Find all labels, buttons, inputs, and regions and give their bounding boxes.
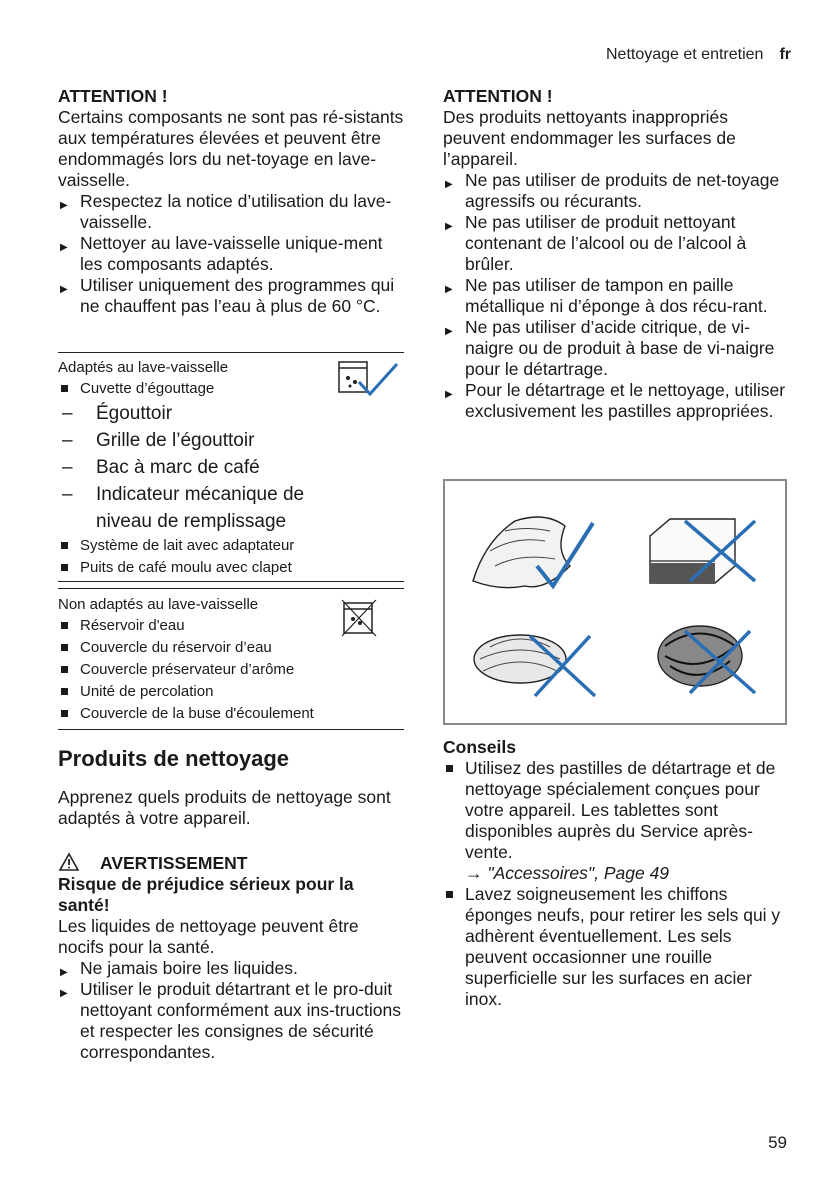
list-item: ▶ Respectez la notice d’utilisation du lave-vaisselle. <box>58 191 406 233</box>
tips-title: Conseils <box>443 737 516 757</box>
list-item: Puits de café moulu avec clapet <box>58 557 404 579</box>
list-item: ▶ Ne jamais boire les liquides. <box>58 958 408 979</box>
warning-list <box>58 958 408 1063</box>
safe-sublist <box>58 400 404 535</box>
cleaning-tools-svg <box>445 481 785 723</box>
not-dishwasher-safe-icon <box>340 598 378 638</box>
list-item: ▶ Pour le détartrage et le nettoyage, utiliser exclusivement les pastilles appropriées. <box>443 380 791 422</box>
warning-block <box>58 852 408 1063</box>
page-header <box>606 46 791 64</box>
safe-list-2 <box>58 535 404 579</box>
divider <box>58 588 404 589</box>
list-item: ▶ Ne pas utiliser de produits de net-toyage agressifs ou récurants. <box>443 170 791 212</box>
divider <box>58 729 404 730</box>
list-item: Couvercle préservateur d’arôme <box>58 659 404 681</box>
list-item: – Grille de l’égouttoir <box>58 427 404 454</box>
language-code: fr <box>779 46 791 63</box>
section-heading: Produits de nettoyage <box>58 746 290 771</box>
list-item: Réservoir d'eau <box>58 615 404 637</box>
left-attention <box>58 86 406 317</box>
warning-label: AVERTISSEMENT <box>100 853 248 873</box>
warning-text: Les liquides de nettoyage peuvent être nocifs pour la santé. <box>58 916 359 957</box>
divider <box>58 581 404 582</box>
list-item: Couvercle du réservoir d’eau <box>58 637 404 659</box>
dishwasher-safe-icon <box>337 358 401 398</box>
table-title: Adaptés au lave-vaisselle <box>58 359 229 376</box>
list-item: Système de lait avec adaptateur <box>58 535 404 557</box>
list-item: – Indicateur mécanique de niveau de remplissage <box>58 481 404 535</box>
list-item: ▶ Nettoyer au lave-vaisselle unique-ment les composants adaptés. <box>58 233 406 275</box>
list-item: ▶ Utiliser le produit détartrant et le pro-duit nettoyant conformément aux ins-tructions et respecter les consignes de sécurité correspondantes. <box>58 979 408 1063</box>
list-item: Cuvette d’égouttage <box>58 378 404 400</box>
scouring-pad-icon <box>474 635 595 696</box>
scrub-sponge-icon <box>650 519 755 583</box>
list-item: Unité de percolation <box>58 681 404 703</box>
right-attention <box>443 86 791 422</box>
divider <box>58 352 404 353</box>
table-title: Non adaptés au lave-vaisselle <box>58 596 259 613</box>
attention-title: ATTENTION ! <box>58 86 168 106</box>
list-item: Couvercle de la buse d'écoulement <box>58 703 404 725</box>
attention-list <box>58 191 406 317</box>
list-item: ▶ Ne pas utiliser de produit nettoyant contenant de l’alcool ou de l’alcool à brûler. <box>443 212 791 275</box>
cleaning-tools-illustration <box>443 479 787 725</box>
tips-list <box>443 758 791 1010</box>
attention-text: Des produits nettoyants inappropriés peuvent endommager les surfaces de l’appareil. <box>443 107 736 169</box>
list-item <box>443 758 791 884</box>
page-number: 59 <box>768 1133 787 1152</box>
list-item: Lavez soigneusement les chiffons éponges neufs, pour retirer les sels qui y adhèrent éventuellement. Les sels peuvent occasionner une rouille superficielle sur les surfaces en acier inox. <box>443 884 791 1010</box>
list-item: – Bac à marc de café <box>58 454 404 481</box>
attention-list <box>443 170 791 422</box>
cloth-icon <box>473 517 593 588</box>
warning-triangle-icon <box>58 852 80 872</box>
tips-block <box>443 737 791 1010</box>
warning-subtitle: Risque de préjudice sérieux pour la santé! <box>58 874 354 915</box>
list-item: ▶ Utiliser uniquement des programmes qui ne chauffent pas l’eau à plus de 60 °C. <box>58 275 406 317</box>
attention-title: ATTENTION ! <box>443 86 553 106</box>
attention-text: Certains composants ne sont pas ré-sistants aux températures élevées et peuvent être endommagés lors du net-toyage en lave-vaisselle. <box>58 107 404 190</box>
list-item: – Égouttoir <box>58 400 404 427</box>
section-title: Nettoyage et entretien <box>606 46 764 63</box>
cleaning-intro: Apprenez quels produits de nettoyage sont adaptés à votre appareil. <box>58 787 391 828</box>
list-item: ▶ Ne pas utiliser d’acide citrique, de vi-naigre ou de produit à base de vi-naigre pour le détartrage. <box>443 317 791 380</box>
warning-label-row <box>58 852 408 874</box>
list-item: ▶ Ne pas utiliser de tampon en paille métallique ni d’éponge à dos récu-rant. <box>443 275 791 317</box>
tip-text: Utilisez des pastilles de détartrage et de nettoyage spécialement conçues pour votre appareil. Les tablettes sont disponibles auprès du Service après-vente. <box>465 758 776 862</box>
steel-wool-icon <box>658 626 755 693</box>
accessories-link[interactable]: → "Accessoires", Page 49 <box>465 863 670 883</box>
